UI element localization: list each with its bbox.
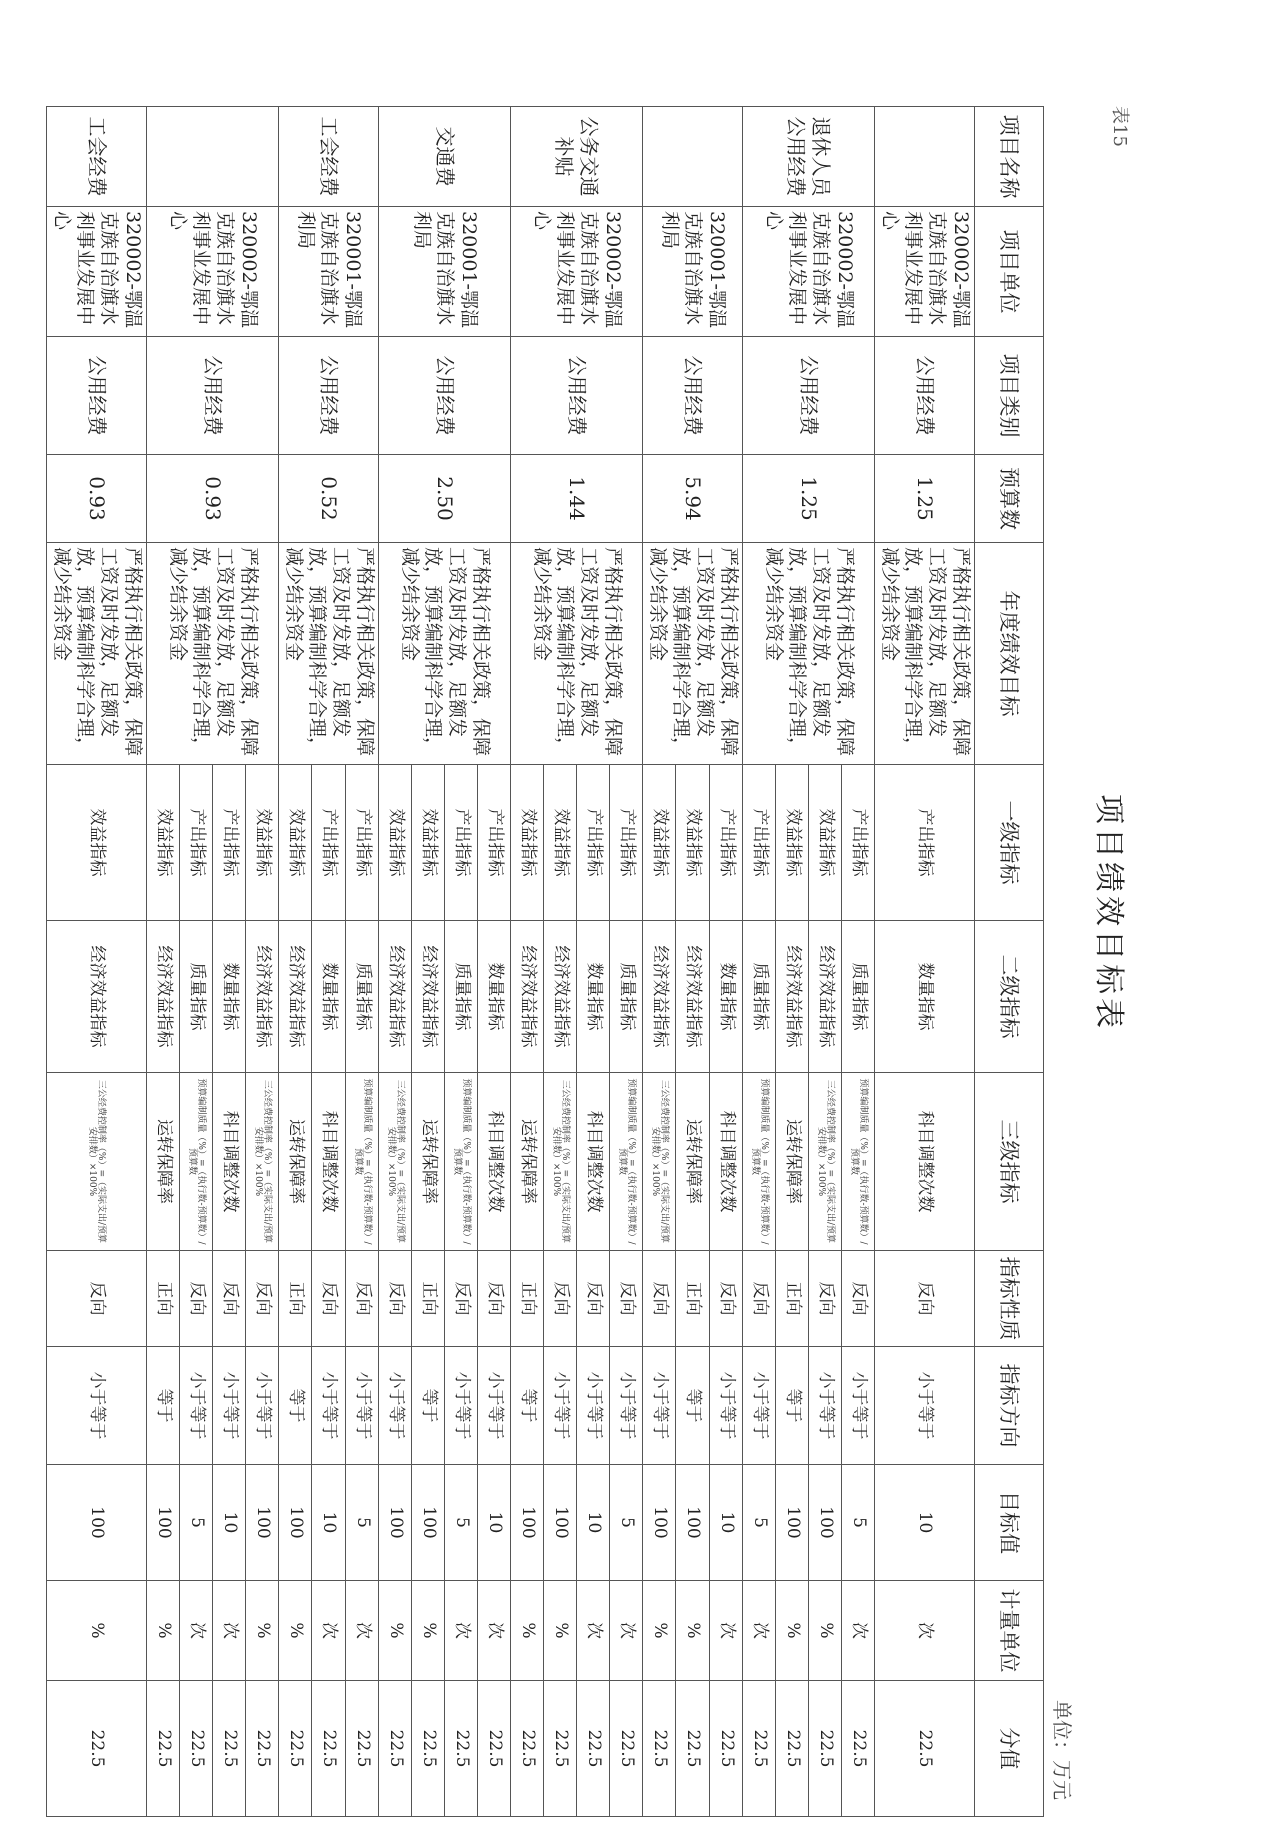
level3-indicator-cell: 三公经费控制率（%）=（实际支出/预算安排数）×100%: [809, 1073, 842, 1251]
performance-table: [46, 106, 1044, 1817]
project-name-cell: 工会经费: [47, 107, 147, 207]
project-unit-cell: 320002-鄂温克族自治旗水利事业发展中心: [147, 207, 279, 337]
measure-unit-cell: 次: [577, 1581, 610, 1681]
level2-indicator-cell: 数量指标: [478, 921, 511, 1073]
score-cell: 22.5: [312, 1681, 345, 1817]
score-cell: 22.5: [809, 1681, 842, 1817]
header-cell: 项目单位: [975, 207, 1044, 337]
table-row: [610, 107, 643, 1817]
header-cell: 计量单位: [975, 1581, 1044, 1681]
level1-indicator-cell: 产出指标: [345, 765, 378, 921]
level1-indicator-cell: 效益指标: [776, 765, 809, 921]
level3-indicator-cell: 科目调整次数: [478, 1073, 511, 1251]
level2-indicator-cell: 数量指标: [577, 921, 610, 1073]
annual-goal-cell: 严格执行相关政策，保障工资及时发放，足额发放，预算编制科学合理，减少结余资金: [511, 543, 643, 765]
target-value-cell: 5: [610, 1465, 643, 1581]
level2-indicator-cell: 质量指标: [743, 921, 776, 1073]
level1-indicator-cell: 效益指标: [643, 765, 676, 921]
level3-indicator-cell: 预算编制质量（%）=（执行数-预算数）/预算数: [743, 1073, 776, 1251]
project-unit-cell: 320002-鄂温克族自治旗水利事业发展中心: [743, 207, 875, 337]
level2-indicator-cell: 经济效益指标: [676, 921, 709, 1073]
budget-cell: 1.25: [743, 455, 875, 543]
target-value-cell: 100: [412, 1465, 445, 1581]
level3-indicator-cell: 科目调整次数: [312, 1073, 345, 1251]
level3-indicator-cell: 科目调整次数: [213, 1073, 246, 1251]
header-cell: 二级指标: [975, 921, 1044, 1073]
target-value-cell: 10: [312, 1465, 345, 1581]
level2-indicator-cell: 质量指标: [445, 921, 478, 1073]
target-value-cell: 5: [345, 1465, 378, 1581]
indicator-direction-cell: 小于等于: [379, 1347, 412, 1465]
indicator-direction-cell: 小于等于: [875, 1347, 975, 1465]
level2-indicator-cell: 经济效益指标: [279, 921, 312, 1073]
measure-unit-cell: 次: [478, 1581, 511, 1681]
level1-indicator-cell: 效益指标: [147, 765, 180, 921]
annual-goal-cell: 严格执行相关政策，保障工资及时发放，足额发放，预算编制科学合理，减少结余资金: [47, 543, 147, 765]
indicator-direction-cell: 小于等于: [610, 1347, 643, 1465]
project-name-cell: 交通费: [379, 107, 511, 207]
indicator-direction-cell: 小于等于: [445, 1347, 478, 1465]
measure-unit-cell: 次: [180, 1581, 213, 1681]
level1-indicator-cell: 效益指标: [544, 765, 577, 921]
score-cell: 22.5: [709, 1681, 742, 1817]
level1-indicator-cell: 效益指标: [379, 765, 412, 921]
project-unit-cell: 320001-鄂温克族自治旗水利局: [643, 207, 743, 337]
measure-unit-cell: 次: [875, 1581, 975, 1681]
project-name-cell: 公务交通补贴: [511, 107, 643, 207]
project-unit-cell: 320001-鄂温克族自治旗水利局: [279, 207, 379, 337]
annual-goal-cell: 严格执行相关政策，保障工资及时发放，足额发放，预算编制科学合理，减少结余资金: [379, 543, 511, 765]
table-row: [709, 107, 742, 1817]
header-row: [975, 107, 1044, 1817]
indicator-direction-cell: 小于等于: [709, 1347, 742, 1465]
table-label: 表15: [1109, 106, 1130, 147]
level1-indicator-cell: 效益指标: [809, 765, 842, 921]
level3-indicator-cell: 预算编制质量（%）=（执行数-预算数）/预算数: [610, 1073, 643, 1251]
indicator-direction-cell: 小于等于: [213, 1347, 246, 1465]
indicator-direction-cell: 小于等于: [180, 1347, 213, 1465]
budget-cell: 0.93: [147, 455, 279, 543]
level2-indicator-cell: 经济效益指标: [147, 921, 180, 1073]
level2-indicator-cell: 经济效益指标: [379, 921, 412, 1073]
score-cell: 22.5: [246, 1681, 279, 1817]
level1-indicator-cell: 效益指标: [412, 765, 445, 921]
measure-unit-cell: %: [279, 1581, 312, 1681]
level3-indicator-cell: 三公经费控制率（%）=（实际支出/预算安排数）×100%: [643, 1073, 676, 1251]
level2-indicator-cell: 数量指标: [709, 921, 742, 1073]
project-name-cell: 退休人员公用经费: [743, 107, 875, 207]
project-category-cell: 公用经费: [511, 337, 643, 455]
target-value-cell: 10: [577, 1465, 610, 1581]
level2-indicator-cell: 数量指标: [213, 921, 246, 1073]
project-category-cell: 公用经费: [743, 337, 875, 455]
table-row: [246, 107, 279, 1817]
budget-cell: 5.94: [643, 455, 743, 543]
level2-indicator-cell: 经济效益指标: [47, 921, 147, 1073]
score-cell: 22.5: [511, 1681, 544, 1817]
level3-indicator-cell: 科目调整次数: [577, 1073, 610, 1251]
level1-indicator-cell: 效益指标: [246, 765, 279, 921]
level2-indicator-cell: 质量指标: [610, 921, 643, 1073]
project-category-cell: 公用经费: [379, 337, 511, 455]
level1-indicator-cell: 效益指标: [511, 765, 544, 921]
indicator-direction-cell: 小于等于: [842, 1347, 875, 1465]
score-cell: 22.5: [875, 1681, 975, 1817]
target-value-cell: 100: [544, 1465, 577, 1581]
header-cell: 一级指标: [975, 765, 1044, 921]
project-unit-cell: 320002-鄂温克族自治旗水利事业发展中心: [47, 207, 147, 337]
indicator-nature-cell: 反向: [312, 1251, 345, 1347]
target-value-cell: 100: [279, 1465, 312, 1581]
target-value-cell: 5: [743, 1465, 776, 1581]
table-row: [842, 107, 875, 1817]
measure-unit-cell: %: [412, 1581, 445, 1681]
measure-unit-cell: 次: [312, 1581, 345, 1681]
project-category-cell: 公用经费: [147, 337, 279, 455]
measure-unit-cell: %: [147, 1581, 180, 1681]
indicator-direction-cell: 小于等于: [643, 1347, 676, 1465]
indicator-nature-cell: 反向: [47, 1251, 147, 1347]
score-cell: 22.5: [743, 1681, 776, 1817]
indicator-nature-cell: 反向: [478, 1251, 511, 1347]
measure-unit-cell: %: [676, 1581, 709, 1681]
level2-indicator-cell: 经济效益指标: [776, 921, 809, 1073]
indicator-nature-cell: 反向: [842, 1251, 875, 1347]
score-cell: 22.5: [412, 1681, 445, 1817]
indicator-nature-cell: 反向: [544, 1251, 577, 1347]
indicator-nature-cell: 反向: [809, 1251, 842, 1347]
level2-indicator-cell: 质量指标: [180, 921, 213, 1073]
indicator-direction-cell: 小于等于: [47, 1347, 147, 1465]
indicator-direction-cell: 小于等于: [809, 1347, 842, 1465]
project-name-cell: 工会经费: [279, 107, 379, 207]
level1-indicator-cell: 产出指标: [213, 765, 246, 921]
project-category-cell: 公用经费: [643, 337, 743, 455]
indicator-nature-cell: 反向: [610, 1251, 643, 1347]
indicator-nature-cell: 正向: [776, 1251, 809, 1347]
score-cell: 22.5: [478, 1681, 511, 1817]
indicator-direction-cell: 等于: [511, 1347, 544, 1465]
level1-indicator-cell: 产出指标: [577, 765, 610, 921]
indicator-direction-cell: 小于等于: [743, 1347, 776, 1465]
score-cell: 22.5: [445, 1681, 478, 1817]
level3-indicator-cell: 三公经费控制率（%）=（实际支出/预算安排数）×100%: [544, 1073, 577, 1251]
level1-indicator-cell: 产出指标: [842, 765, 875, 921]
score-cell: 22.5: [676, 1681, 709, 1817]
measure-unit-cell: %: [776, 1581, 809, 1681]
target-value-cell: 100: [147, 1465, 180, 1581]
annual-goal-cell: 严格执行相关政策，保障工资及时发放，足额发放，预算编制科学合理，减少结余资金: [643, 543, 743, 765]
measure-unit-cell: %: [246, 1581, 279, 1681]
indicator-direction-cell: 小于等于: [312, 1347, 345, 1465]
measure-unit-cell: %: [47, 1581, 147, 1681]
project-unit-cell: 320002-鄂温克族自治旗水利事业发展中心: [511, 207, 643, 337]
level2-indicator-cell: 质量指标: [345, 921, 378, 1073]
table-row: [478, 107, 511, 1817]
level2-indicator-cell: 经济效益指标: [412, 921, 445, 1073]
level2-indicator-cell: 经济效益指标: [544, 921, 577, 1073]
level3-indicator-cell: 预算编制质量（%）=（执行数-预算数）/预算数: [445, 1073, 478, 1251]
level2-indicator-cell: 经济效益指标: [643, 921, 676, 1073]
level1-indicator-cell: 产出指标: [709, 765, 742, 921]
indicator-nature-cell: 反向: [445, 1251, 478, 1347]
project-unit-cell: 320001-鄂温克族自治旗水利局: [379, 207, 511, 337]
score-cell: 22.5: [643, 1681, 676, 1817]
target-value-cell: 5: [842, 1465, 875, 1581]
indicator-nature-cell: 反向: [577, 1251, 610, 1347]
project-unit-cell: 320002-鄂温克族自治旗水利事业发展中心: [875, 207, 975, 337]
table-row: [875, 107, 975, 1817]
indicator-nature-cell: 正向: [676, 1251, 709, 1347]
level1-indicator-cell: 产出指标: [478, 765, 511, 921]
score-cell: 22.5: [180, 1681, 213, 1817]
page-title: 项目绩效目标表: [1091, 794, 1126, 1032]
indicator-direction-cell: 小于等于: [544, 1347, 577, 1465]
level3-indicator-cell: 科目调整次数: [875, 1073, 975, 1251]
indicator-nature-cell: 反向: [875, 1251, 975, 1347]
budget-cell: 0.52: [279, 455, 379, 543]
target-value-cell: 100: [643, 1465, 676, 1581]
annual-goal-cell: 严格执行相关政策，保障工资及时发放，足额发放，预算编制科学合理，减少结余资金: [279, 543, 379, 765]
indicator-direction-cell: 等于: [279, 1347, 312, 1465]
level3-indicator-cell: 运转保障率: [676, 1073, 709, 1251]
header-cell: 年度绩效目标: [975, 543, 1044, 765]
target-value-cell: 100: [511, 1465, 544, 1581]
annual-goal-cell: 严格执行相关政策，保障工资及时发放，足额发放，预算编制科学合理，减少结余资金: [875, 543, 975, 765]
indicator-direction-cell: 等于: [412, 1347, 445, 1465]
indicator-nature-cell: 反向: [709, 1251, 742, 1347]
project-category-cell: 公用经费: [279, 337, 379, 455]
budget-cell: 0.93: [47, 455, 147, 543]
level3-indicator-cell: 预算编制质量（%）=（执行数-预算数）/预算数: [842, 1073, 875, 1251]
indicator-nature-cell: 正向: [279, 1251, 312, 1347]
measure-unit-cell: 次: [213, 1581, 246, 1681]
measure-unit-cell: 次: [842, 1581, 875, 1681]
annual-goal-cell: 严格执行相关政策，保障工资及时发放，足额发放，预算编制科学合理，减少结余资金: [147, 543, 279, 765]
target-value-cell: 100: [246, 1465, 279, 1581]
header-cell: 指标性质: [975, 1251, 1044, 1347]
score-cell: 22.5: [345, 1681, 378, 1817]
project-name-cell: [643, 107, 743, 207]
level2-indicator-cell: 经济效益指标: [809, 921, 842, 1073]
level3-indicator-cell: 运转保障率: [776, 1073, 809, 1251]
indicator-nature-cell: 反向: [743, 1251, 776, 1347]
level3-indicator-cell: 运转保障率: [147, 1073, 180, 1251]
table-body: [47, 107, 975, 1817]
score-cell: 22.5: [379, 1681, 412, 1817]
level2-indicator-cell: 经济效益指标: [246, 921, 279, 1073]
score-cell: 22.5: [147, 1681, 180, 1817]
indicator-nature-cell: 正向: [412, 1251, 445, 1347]
level2-indicator-cell: 数量指标: [875, 921, 975, 1073]
level3-indicator-cell: 三公经费控制率（%）=（实际支出/预算安排数）×100%: [246, 1073, 279, 1251]
measure-unit-cell: 次: [709, 1581, 742, 1681]
budget-cell: 1.25: [875, 455, 975, 543]
indicator-nature-cell: 反向: [643, 1251, 676, 1347]
target-value-cell: 5: [180, 1465, 213, 1581]
unit-label: 单位：万元: [1050, 1700, 1074, 1800]
indicator-nature-cell: 正向: [147, 1251, 180, 1347]
target-value-cell: 100: [47, 1465, 147, 1581]
level3-indicator-cell: 三公经费控制率（%）=（实际支出/预算安排数）×100%: [47, 1073, 147, 1251]
target-value-cell: 100: [809, 1465, 842, 1581]
header-cell: 分值: [975, 1681, 1044, 1817]
level1-indicator-cell: 产出指标: [610, 765, 643, 921]
level3-indicator-cell: 运转保障率: [511, 1073, 544, 1251]
level1-indicator-cell: 产出指标: [743, 765, 776, 921]
level3-indicator-cell: 三公经费控制率（%）=（实际支出/预算安排数）×100%: [379, 1073, 412, 1251]
indicator-direction-cell: 等于: [676, 1347, 709, 1465]
measure-unit-cell: 次: [610, 1581, 643, 1681]
header-cell: 三级指标: [975, 1073, 1044, 1251]
indicator-direction-cell: 小于等于: [246, 1347, 279, 1465]
level3-indicator-cell: 运转保障率: [279, 1073, 312, 1251]
indicator-direction-cell: 小于等于: [577, 1347, 610, 1465]
target-value-cell: 100: [776, 1465, 809, 1581]
project-category-cell: 公用经费: [47, 337, 147, 455]
budget-cell: 1.44: [511, 455, 643, 543]
indicator-direction-cell: 小于等于: [478, 1347, 511, 1465]
measure-unit-cell: 次: [743, 1581, 776, 1681]
header-cell: 指标方向: [975, 1347, 1044, 1465]
indicator-nature-cell: 反向: [345, 1251, 378, 1347]
level3-indicator-cell: 运转保障率: [412, 1073, 445, 1251]
header-cell: 预算数: [975, 455, 1044, 543]
level1-indicator-cell: 效益指标: [47, 765, 147, 921]
score-cell: 22.5: [842, 1681, 875, 1817]
measure-unit-cell: %: [809, 1581, 842, 1681]
target-value-cell: 10: [709, 1465, 742, 1581]
indicator-nature-cell: 正向: [511, 1251, 544, 1347]
score-cell: 22.5: [577, 1681, 610, 1817]
budget-cell: 2.50: [379, 455, 511, 543]
level1-indicator-cell: 效益指标: [676, 765, 709, 921]
target-value-cell: 100: [379, 1465, 412, 1581]
level2-indicator-cell: 质量指标: [842, 921, 875, 1073]
annual-goal-cell: 严格执行相关政策，保障工资及时发放，足额发放，预算编制科学合理，减少结余资金: [743, 543, 875, 765]
score-cell: 22.5: [213, 1681, 246, 1817]
measure-unit-cell: %: [643, 1581, 676, 1681]
header-cell: 项目类别: [975, 337, 1044, 455]
measure-unit-cell: %: [511, 1581, 544, 1681]
table-row: [47, 107, 147, 1817]
target-value-cell: 10: [875, 1465, 975, 1581]
target-value-cell: 10: [478, 1465, 511, 1581]
project-category-cell: 公用经费: [875, 337, 975, 455]
measure-unit-cell: 次: [445, 1581, 478, 1681]
score-cell: 22.5: [279, 1681, 312, 1817]
level3-indicator-cell: 预算编制质量（%）=（执行数-预算数）/预算数: [345, 1073, 378, 1251]
indicator-nature-cell: 反向: [180, 1251, 213, 1347]
target-value-cell: 100: [676, 1465, 709, 1581]
measure-unit-cell: %: [544, 1581, 577, 1681]
score-cell: 22.5: [776, 1681, 809, 1817]
indicator-nature-cell: 反向: [379, 1251, 412, 1347]
project-name-cell: [147, 107, 279, 207]
indicator-direction-cell: 小于等于: [345, 1347, 378, 1465]
level1-indicator-cell: 产出指标: [180, 765, 213, 921]
level1-indicator-cell: 效益指标: [279, 765, 312, 921]
header-cell: 目标值: [975, 1465, 1044, 1581]
indicator-nature-cell: 反向: [213, 1251, 246, 1347]
score-cell: 22.5: [610, 1681, 643, 1817]
header-cell: 项目名称: [975, 107, 1044, 207]
measure-unit-cell: 次: [345, 1581, 378, 1681]
measure-unit-cell: %: [379, 1581, 412, 1681]
level1-indicator-cell: 产出指标: [445, 765, 478, 921]
target-value-cell: 5: [445, 1465, 478, 1581]
target-value-cell: 10: [213, 1465, 246, 1581]
score-cell: 22.5: [47, 1681, 147, 1817]
level1-indicator-cell: 产出指标: [875, 765, 975, 921]
project-name-cell: [875, 107, 975, 207]
score-cell: 22.5: [544, 1681, 577, 1817]
indicator-direction-cell: 等于: [776, 1347, 809, 1465]
indicator-nature-cell: 反向: [246, 1251, 279, 1347]
level3-indicator-cell: 预算编制质量（%）=（执行数-预算数）/预算数: [180, 1073, 213, 1251]
level2-indicator-cell: 数量指标: [312, 921, 345, 1073]
level1-indicator-cell: 产出指标: [312, 765, 345, 921]
indicator-direction-cell: 等于: [147, 1347, 180, 1465]
table-row: [345, 107, 378, 1817]
level2-indicator-cell: 经济效益指标: [511, 921, 544, 1073]
level3-indicator-cell: 科目调整次数: [709, 1073, 742, 1251]
